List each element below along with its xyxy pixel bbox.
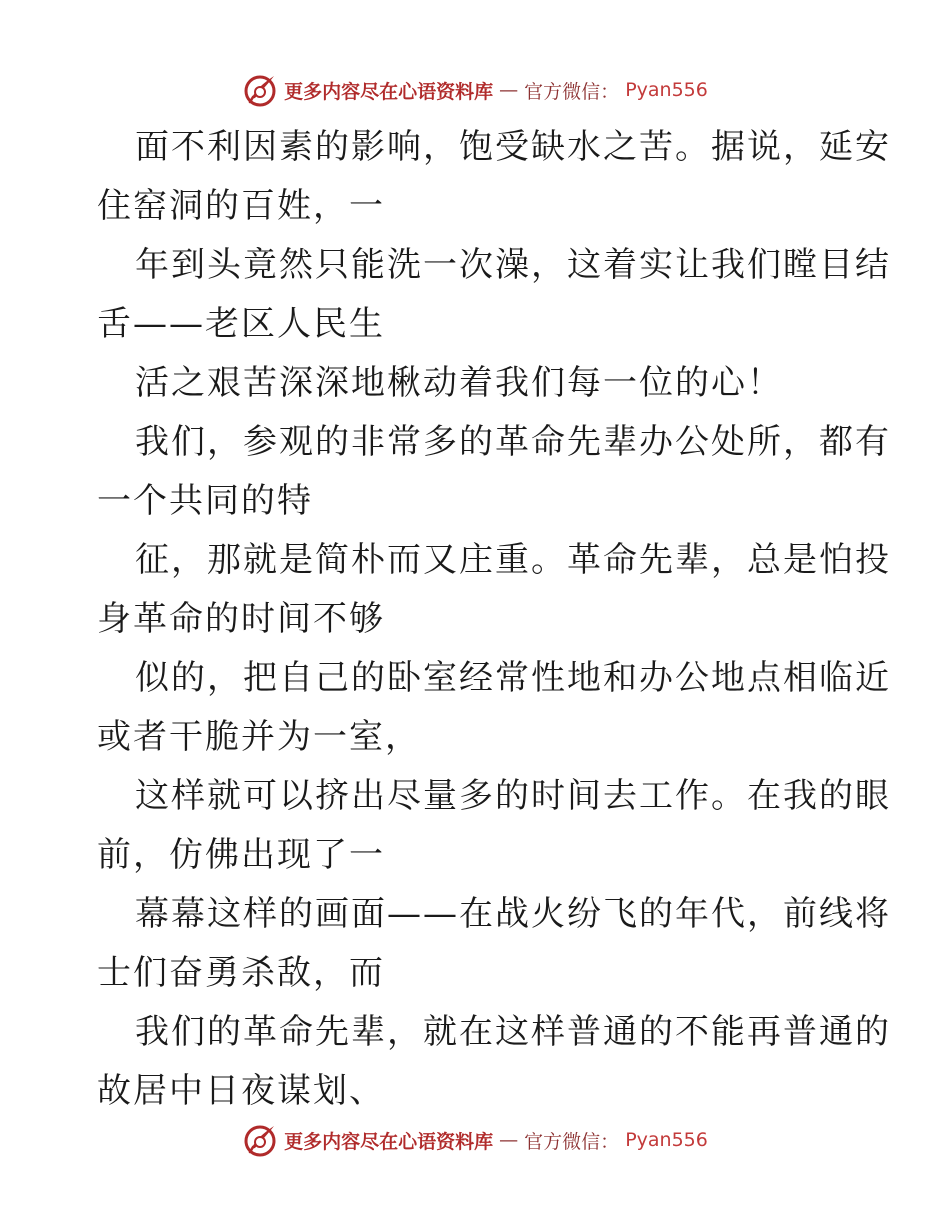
body-line-11: 或者干脆并为一室， — [97, 717, 421, 757]
header-banner[interactable] — [242, 72, 708, 108]
header-dash: — — [499, 79, 519, 101]
body-line-10: 似的，把自己的卧室经常性地和办公地点相临近 — [135, 658, 891, 698]
quill-logo-icon — [242, 1122, 278, 1158]
body-line-9: 身革命的时间不够 — [97, 599, 385, 639]
header-wechat-label: 官方微信： — [524, 80, 620, 103]
footer-banner[interactable] — [242, 1122, 708, 1158]
quill-logo-icon — [242, 72, 278, 108]
page-header — [0, 68, 950, 112]
body-line-17: 故居中日夜谋划、 — [97, 1071, 385, 1111]
document-body — [97, 118, 891, 1121]
body-line-4: 舌——老区人民生 — [97, 304, 385, 344]
body-line-15: 士们奋勇杀敌，而 — [97, 953, 385, 993]
body-line-7: 一个共同的特 — [97, 481, 313, 521]
body-line-6: 我们，参观的非常多的革命先辈办公处所，都有 — [135, 422, 891, 462]
body-line-3: 年到头竟然只能洗一次澡，这着实让我们瞠目结 — [135, 245, 891, 285]
body-line-14: 幕幕这样的画面——在战火纷飞的年代，前线将 — [135, 894, 891, 934]
header-wechat-id: Pyan556 — [625, 79, 708, 101]
body-line-13: 前，仿佛出现了一 — [97, 835, 385, 875]
body-line-8: 征，那就是简朴而又庄重。革命先辈，总是怕投 — [135, 540, 891, 580]
footer-banner-text: 更多内容尽在心语资料库 — [284, 1130, 494, 1153]
footer-wechat-id: Pyan556 — [625, 1129, 708, 1151]
body-line-2: 住窑洞的百姓，一 — [97, 186, 385, 226]
body-line-12: 这样就可以挤出尽量多的时间去工作。在我的眼 — [135, 776, 891, 816]
footer-wechat-label: 官方微信： — [524, 1130, 620, 1153]
body-line-5: 活之艰苦深深地楸动着我们每一位的心！ — [135, 363, 783, 403]
footer-dash: — — [499, 1129, 519, 1151]
body-line-16: 我们的革命先辈，就在这样普通的不能再普通的 — [135, 1012, 891, 1052]
body-line-1: 面不利因素的影响，饱受缺水之苦。据说，延安 — [135, 127, 891, 167]
header-banner-text: 更多内容尽在心语资料库 — [284, 80, 494, 103]
page-footer — [0, 1118, 950, 1162]
